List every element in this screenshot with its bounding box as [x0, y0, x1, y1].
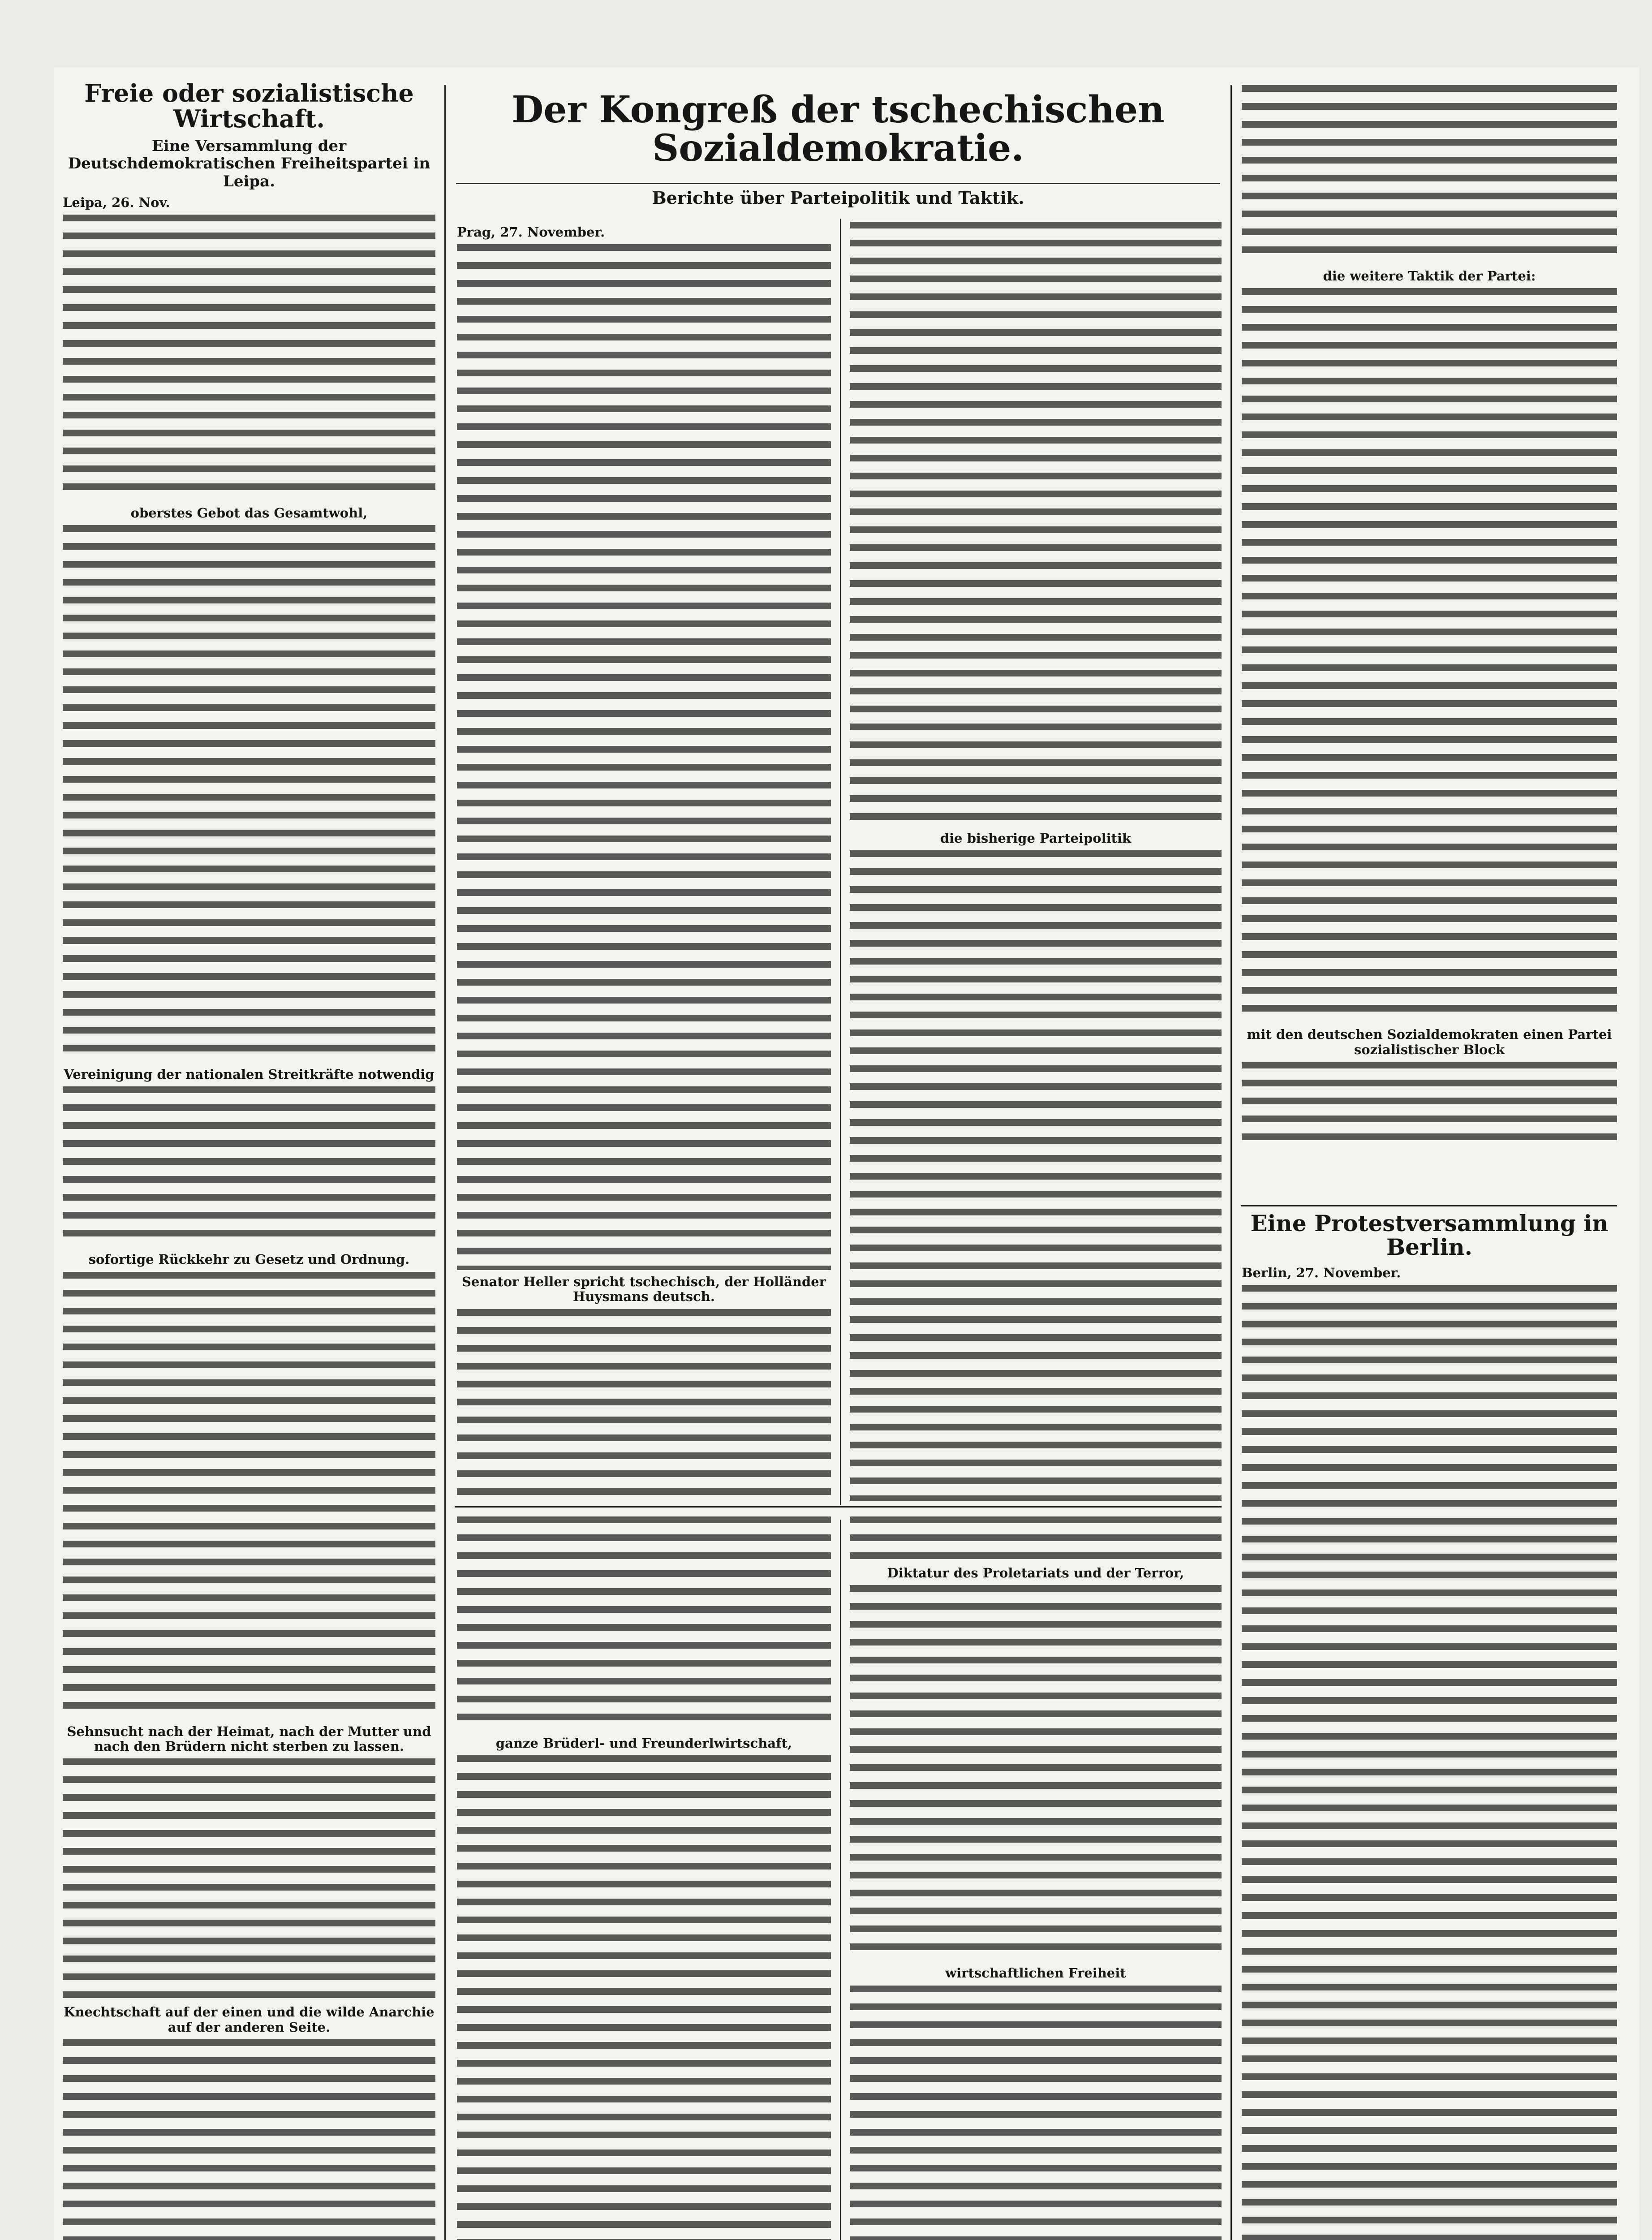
column-rule: [444, 85, 446, 2240]
text-lines: [63, 215, 435, 501]
column-3-upper: [850, 222, 1222, 1501]
main-headline: Der Kongreß der tschechischen Sozialdemokratie.: [512, 88, 1165, 170]
section-heading: Knechtschaft auf der einen und die wilde Anarchie auf der anderen Seite.: [64, 2004, 435, 2035]
column-3-lower: [850, 1516, 1222, 2240]
text-lines: [63, 1086, 435, 1248]
section-heading: Senator Heller spricht tschechisch, der Holländer Huysmans deutsch.: [462, 1274, 826, 1305]
text-lines: [850, 1986, 1222, 2240]
column-4-lower: [1242, 1212, 1617, 2240]
newspaper-page: [54, 67, 1639, 2240]
text-lines: [850, 1585, 1222, 1961]
article-headline: Eine Protestversammlung in Berlin.: [1250, 1212, 1609, 1260]
text-lines: [63, 2039, 435, 2240]
section-heading: Sehnsucht nach der Heimat, nach der Mutter und nach den Brüdern nicht sterben zu lassen.: [67, 1723, 431, 1754]
text-lines: [1242, 85, 1617, 264]
article-headline: Freie oder sozialistische Wirtschaft.: [84, 81, 414, 133]
text-lines: [457, 1755, 831, 2240]
column-2-upper: [457, 222, 831, 1501]
section-heading: mit den deutschen Sozialdemokraten einen Partei sozialistischer Block: [1247, 1027, 1612, 1057]
main-subheadline: Berichte über Parteipolitik und Taktik.: [652, 188, 1024, 208]
dateline: Leipa, 26. Nov.: [63, 194, 170, 210]
text-lines: [1242, 1285, 1617, 2240]
column-rule: [1230, 85, 1232, 2240]
text-lines: [63, 1272, 435, 1720]
column-rule: [840, 219, 841, 1505]
section-rule: [1241, 1205, 1617, 1206]
text-lines: [850, 850, 1222, 1501]
section-heading: oberstes Gebot das Gesamtwohl,: [130, 505, 368, 521]
section-heading: die weitere Taktik der Partei:: [1323, 268, 1536, 284]
column-rule: [840, 1520, 841, 2240]
dateline: Berlin, 27. November.: [1242, 1265, 1401, 1280]
section-heading: sofortige Rückkehr zu Gesetz und Ordnung.: [88, 1252, 410, 1267]
section-heading: Vereinigung der nationalen Streitkräfte notwendig: [64, 1067, 435, 1082]
text-lines: [850, 222, 1222, 827]
text-lines: [457, 244, 831, 1270]
section-heading: wirtschaftlichen Freiheit: [945, 1965, 1126, 1981]
text-lines: [63, 1758, 435, 2000]
text-lines: [850, 1516, 1222, 1561]
main-headline-block: [456, 81, 1220, 215]
text-lines: [457, 1516, 831, 1732]
section-heading: Diktatur des Proletariats und der Terror,: [887, 1565, 1184, 1581]
section-heading: die bisherige Parteipolitik: [940, 831, 1131, 846]
text-lines: [63, 525, 435, 1063]
text-lines: [1242, 1062, 1617, 1151]
text-lines: [457, 1309, 831, 1501]
column-1: [63, 81, 435, 2240]
section-rule: [455, 1506, 1222, 1508]
column-4-upper: [1242, 85, 1617, 1201]
dateline: Prag, 27. November.: [457, 224, 605, 240]
column-2-lower: [457, 1516, 831, 2240]
section-heading: ganze Brüderl- und Freunderlwirtschaft,: [495, 1736, 792, 1751]
text-lines: [1242, 288, 1617, 1023]
article-subheadline: Eine Versammlung der Deutschdemokratischen Freiheitspartei in Leipa.: [68, 137, 430, 190]
